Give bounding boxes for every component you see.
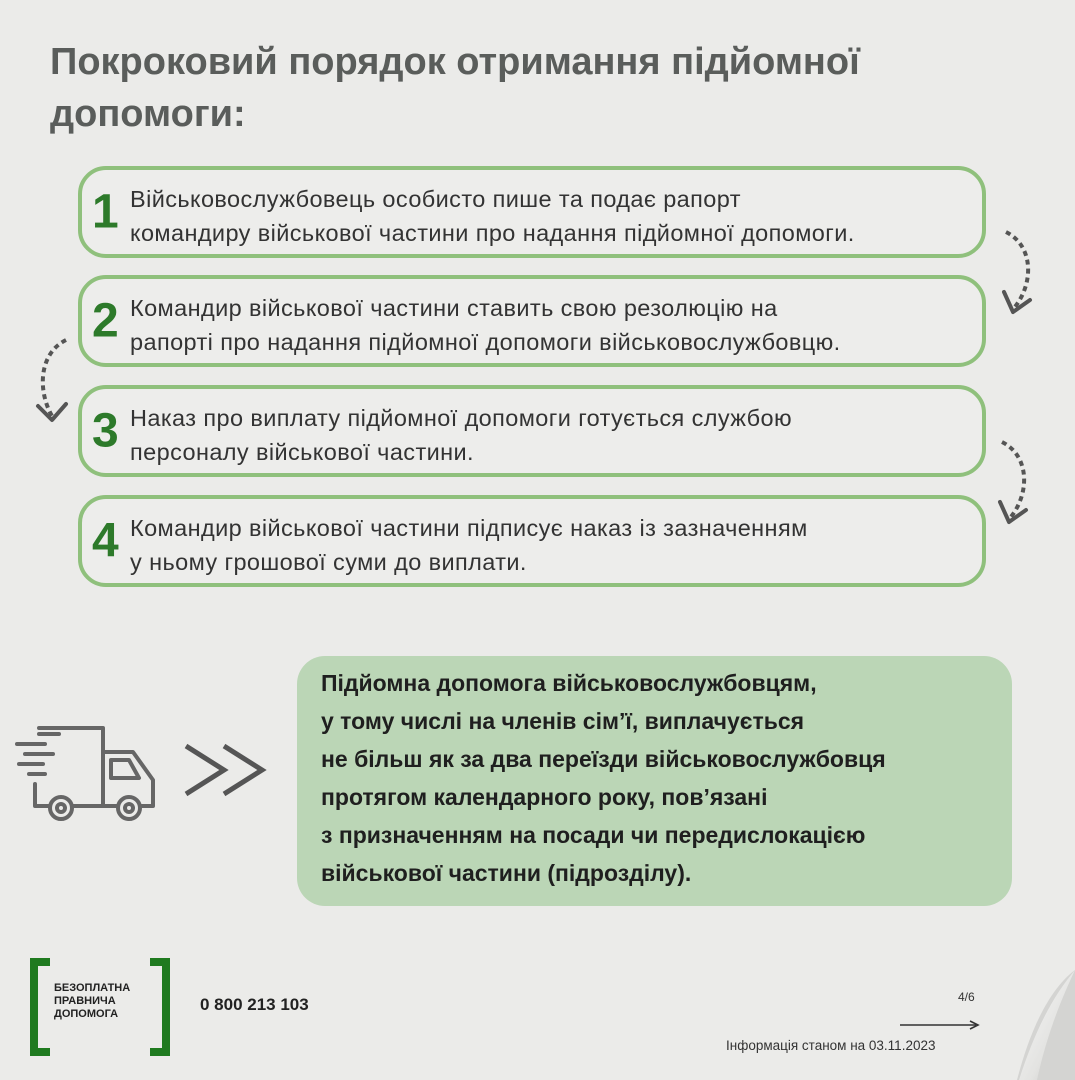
step-text [130,511,974,579]
info-line: з призначенням на посади чи передислокацією [321,822,866,848]
date-info: Інформація станом на 03.11.2023 [726,1038,936,1053]
step-number: 2 [92,294,119,348]
info-line: у тому числі на членів сім’ї, виплачується [321,708,805,734]
curved-arrow-icon [1000,228,1042,320]
step-text-line: персоналу військової частини. [130,439,474,465]
logo-line: ПРАВНИЧА [54,995,116,1007]
curved-arrow-icon [30,336,72,428]
step-number: 4 [92,514,119,568]
logo-text [54,982,130,1021]
page-curl-icon[interactable] [995,970,1075,1080]
info-line: Підйомна допомога військовослужбовцям, [321,670,817,696]
step-text [130,182,974,250]
double-chevron-icon [180,740,280,800]
page-title [50,36,1010,140]
step-text-line: Командир військової частини підписує наказ із зазначенням [130,515,808,541]
step-number: 3 [92,404,119,458]
title-line-1: Покроковий порядок отримання підйомної [50,41,860,83]
info-line: не більш як за два переїзди військовослужбовця [321,746,886,772]
step-text-line: Військовослужбовець особисто пише та подає рапорт [130,186,741,212]
step-card-2 [78,275,986,367]
logo-line: БЕЗОПЛАТНА [54,982,131,994]
step-text-line: у ньому грошової суми до виплати. [130,549,527,575]
step-text [130,291,974,359]
curved-arrow-icon [996,438,1038,530]
info-box [297,656,1012,906]
step-text-line: Наказ про виплату підйомної допомоги готується службою [130,405,792,431]
step-text-line: рапорті про надання підйомної допомоги військовослужбовцю. [130,329,841,355]
logo-line: ДОПОМОГА [54,1008,119,1020]
step-text-line: командиру військової частини про надання підйомної допомоги. [130,220,855,246]
info-line: військової частини (підрозділу). [321,860,692,886]
next-arrow-icon[interactable] [898,1018,982,1032]
page-indicator: 4/6 [958,990,975,1004]
step-number: 1 [92,185,119,239]
phone-number[interactable]: 0 800 213 103 [200,995,309,1014]
step-text-line: Командир військової частини ставить свою резолюцію на [130,295,778,321]
step-text [130,401,974,469]
step-card-4 [78,495,986,587]
step-card-3 [78,385,986,477]
step-card-1 [78,166,986,258]
info-line: протягом календарного року, пов’язані [321,784,768,810]
truck-icon [15,722,160,822]
title-line-2: допомоги: [50,93,246,135]
